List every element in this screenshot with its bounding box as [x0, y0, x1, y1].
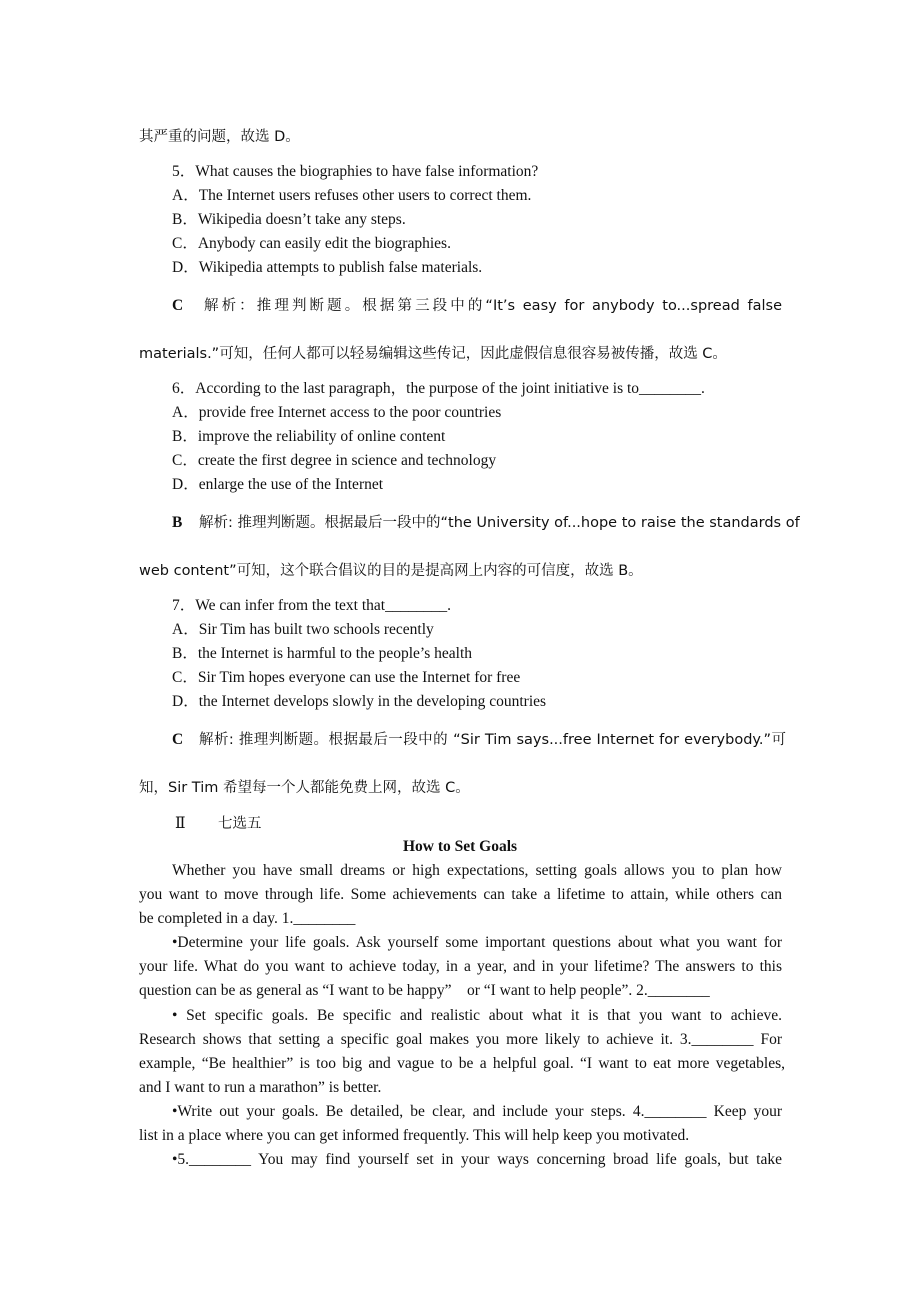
question-6-analysis-line2: web content”可知，这个联合倡议的目的是提高网上内容的可信度，故选 B。 [139, 563, 643, 579]
question-5-analysis-line2: materials.”可知，任何人都可以轻易编辑这些传记，因此虚假信息很容易被传播，故选 C。 [139, 346, 727, 362]
question-5-analysis-line1: 解析：推理判断题。根据第三段中的“It’s easy for anybody to...spread false [204, 298, 782, 314]
passage-line: list in a place where you can get informed frequently. This will help keep you motivated. [139, 1127, 690, 1144]
question-6-answer-letter: B [172, 514, 183, 531]
question-7-option-d: D．the Internet develops slowly in the developing countries [172, 693, 547, 710]
passage-line: •Determine your life goals. Ask yourself some important questions about what you want for [172, 934, 782, 951]
passage-line: •5.________ You may find yourself set in your ways concerning broad life goals, but take [172, 1151, 782, 1168]
passage-line: and I want to run a marathon” is better. [139, 1079, 382, 1096]
question-6-analysis-line1: 解析: 推理判断题。根据最后一段中的“the University of...hope to raise the standards of [199, 515, 800, 531]
question-7-answer-letter: C [172, 731, 184, 748]
passage-line: be completed in a day. 1.________ [139, 910, 356, 927]
passage-line: example, “Be healthier” is too big and vague to be a helpful goal. “I want to eat more vegetables, [139, 1055, 785, 1072]
question-7-analysis-line1: 解析: 推理判断题。根据最后一段中的 “Sir Tim says...free Internet for everybody.”可 [199, 732, 786, 748]
question-5-answer-letter: C [172, 297, 184, 314]
section-heading: 七选五 [218, 816, 262, 832]
passage-title: How to Set Goals [402, 838, 518, 855]
passage-line: • Set specific goals. Be specific and realistic about what it is that you want to achieve. [172, 1007, 782, 1024]
question-5-stem: 5．What causes the biographies to have false information? [172, 163, 539, 180]
previous-analysis-tail: 其严重的问题，故选 D。 [139, 129, 300, 145]
question-6-option-a: A．provide free Internet access to the poor countries [172, 404, 502, 421]
question-7-stem: 7．We can infer from the text that________. [172, 597, 451, 614]
passage-line: you want to move through life. Some achievements can take a lifetime to attain, while others can [139, 886, 782, 903]
question-6-option-b: B．improve the reliability of online content [172, 428, 446, 445]
question-6-stem: 6．According to the last paragraph，the purpose of the joint initiative is to________. [172, 380, 705, 397]
question-5-option-b: B．Wikipedia doesn’t take any steps. [172, 211, 406, 228]
passage-line: your life. What do you want to achieve today, in a year, and in your lifetime? The answers to this [139, 958, 782, 975]
question-7-option-b: B．the Internet is harmful to the people’s health [172, 645, 473, 662]
question-6-option-d: D．enlarge the use of the Internet [172, 476, 384, 493]
question-5-option-a: A．The Internet users refuses other users to correct them. [172, 187, 532, 204]
question-7-analysis-line2: 知，Sir Tim 希望每一个人都能免费上网，故选 C。 [139, 780, 470, 796]
question-5-option-d: D．Wikipedia attempts to publish false materials. [172, 259, 483, 276]
question-7-option-a: A．Sir Tim has built two schools recently [172, 621, 434, 638]
question-5-option-c: C．Anybody can easily edit the biographies. [172, 235, 451, 252]
question-7-option-c: C．Sir Tim hopes everyone can use the Internet for free [172, 669, 521, 686]
passage-line: question can be as general as “I want to be happy” or “I want to help people”. 2.________ [139, 982, 710, 999]
passage-line: Research shows that setting a specific goal makes you more likely to achieve it. 3.________ For [139, 1031, 782, 1048]
question-6-option-c: C．create the first degree in science and technology [172, 452, 497, 469]
passage-line: Whether you have small dreams or high expectations, setting goals allows you to plan how [172, 862, 782, 879]
passage-line: •Write out your goals. Be detailed, be clear, and include your steps. 4.________ Keep your [172, 1103, 782, 1120]
section-numeral: Ⅱ [175, 815, 186, 832]
